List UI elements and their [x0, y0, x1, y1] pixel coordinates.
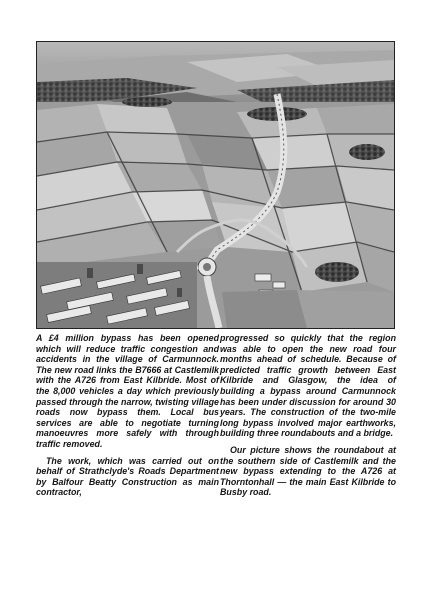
article-paragraph: progressed so quickly that the region was able to open the new road four months ahead of schedule. Because of predicted traffic growth between East Kilbride and Glasgow, the idea of building a bypass around Carmunnock has been under discussion for around 30 years. The construction of the two-mile long bypass involved major earthworks, building three roundabouts and a bridge.: [220, 333, 396, 439]
article-paragraph: The work, which was carried out on behalf of Strathclyde's Roads Department by Balfour Beatty Construction as main contractor,: [36, 455, 219, 498]
article-paragraph: A £4 million bypass has been opened which will reduce traffic congestion and accidents in the village of Carmunnock. The new road links the B7666 at Castlemilk with the A726 from East Kilbride. Most of the 8,000 vehicles a day which previously passed through the narrow, twisting village roads now bypass them. Local bus services are able to negotiate turning manoeuvres more safely with through traffic removed.: [36, 333, 219, 449]
article-left-column: [36, 333, 219, 504]
article-paragraph: Our picture shows the roundabout at the southern side of Castlemilk and the new bypass extending to the A726 at Thorntonhall — the main East Kilbride to Busby road.: [220, 444, 396, 498]
aerial-photo-image: [37, 42, 394, 328]
aerial-photo-bypass: [36, 41, 395, 329]
article-right-column: [220, 333, 396, 504]
